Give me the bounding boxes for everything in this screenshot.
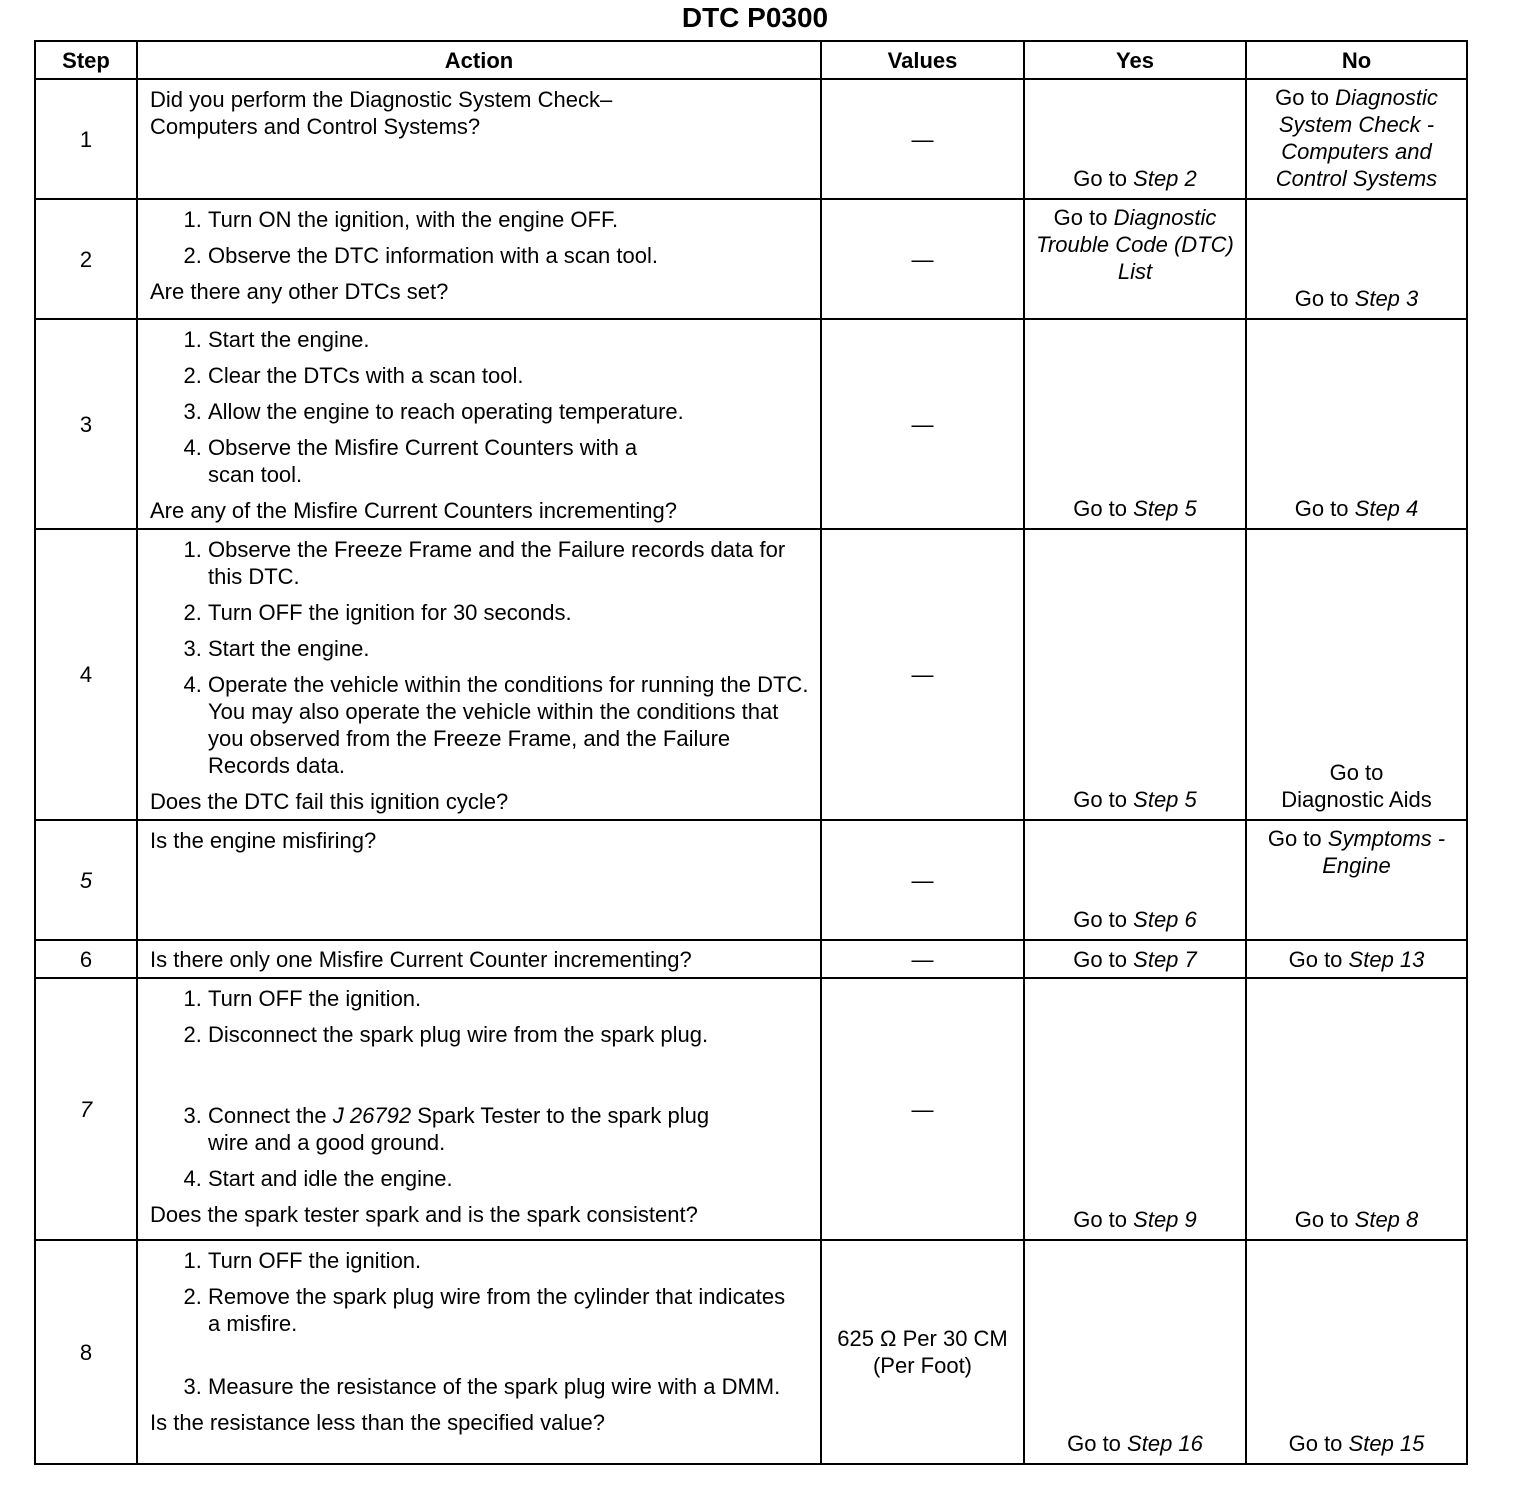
no-cell [1246,79,1467,199]
header-yes: Yes [1024,41,1246,79]
yes-cell [1024,529,1246,820]
action-item: 4. Operate the vehicle within the conditions for running the DTC. You may also operate the vehicle within the conditions that you observed from the Freeze Frame, and the Failure Records data. [208,671,812,779]
no-prefix: Go to [1329,760,1384,785]
action-list [150,206,812,269]
yes-target-link[interactable]: Step 5 [1133,787,1197,812]
question: Are there any other DTCs set? [150,279,449,304]
yes-target-link[interactable]: Diagnostic Trouble Code (DTC) List [1036,205,1234,284]
table-row-step-3 [35,319,1467,529]
question: Is there only one Misfire Current Counter incrementing? [150,946,692,972]
no-target-link[interactable]: Step 15 [1348,1431,1425,1456]
yes-target-link[interactable]: Step 6 [1133,907,1197,932]
table-row-step-8 [35,1240,1467,1464]
yes-prefix: Go to [1073,496,1128,521]
step-number: 4 [35,529,137,820]
yes-prefix: Go to [1073,1207,1128,1232]
action-cell [137,940,821,978]
action-list [150,326,812,488]
action-item: 1. Observe the Freeze Frame and the Failure records data for this DTC. [208,536,812,590]
action-item: 3. Allow the engine to reach operating temperature. [208,398,732,425]
question: Did you perform the Diagnostic System Check–Computers and Control Systems? [150,87,613,139]
table-row-step-5 [35,820,1467,940]
no-prefix: Go to [1294,1207,1349,1232]
dtc-table [34,40,1468,1465]
tool-continuation: wire and a good ground. [208,1130,446,1155]
question: Is the resistance less than the specified value? [150,1410,605,1435]
header-values: Values [821,41,1024,79]
action-cell [137,319,821,529]
no-prefix: Go to [1294,286,1349,311]
no-prefix: Go to [1294,496,1349,521]
action-cell [137,79,821,199]
no-cell [1246,820,1467,940]
header-step: Step [35,41,137,79]
yes-cell [1024,79,1246,199]
yes-cell [1024,978,1246,1240]
question: Are any of the Misfire Current Counters incrementing? [150,498,678,523]
header-row [35,41,1467,79]
action-list [150,985,812,1192]
yes-target-link[interactable]: Step 9 [1133,1207,1197,1232]
action-cell [137,820,821,940]
action-item: 1. Turn OFF the ignition. [208,985,812,1012]
action-item [208,1102,812,1156]
table-row-step-1 [35,79,1467,199]
action-item: 4. Observe the Misfire Current Counters with a scan tool. [208,434,732,488]
no-target-link[interactable]: Step 4 [1354,496,1419,521]
yes-prefix: Go to [1073,946,1128,972]
yes-cell [1024,319,1246,529]
yes-prefix: Go to [1073,166,1128,191]
action-cell [137,978,821,1240]
action-item: 2. Observe the DTC information with a scan tool. [208,242,812,269]
no-target-link[interactable]: Diagnostic System Check - Computers and Control Systems [1275,85,1438,191]
value-cell: — [821,820,1024,940]
action-list [150,1247,812,1400]
action-item: 1. Turn ON the ignition, with the engine OFF. [208,206,812,233]
no-cell [1246,199,1467,319]
table-row-step-2 [35,199,1467,319]
action-item: 3. Start the engine. [208,635,812,662]
no-prefix: Go to [1288,946,1343,972]
value-cell: — [821,79,1024,199]
value-cell: — [821,199,1024,319]
yes-cell [1024,1240,1246,1464]
question: Does the spark tester spark and is the spark consistent? [150,1202,698,1227]
action-list [150,536,812,779]
page-title: DTC P0300 [681,2,829,33]
step-number: 5 [35,820,137,940]
no-cell [1246,978,1467,1240]
action-item: 1. Start the engine. [208,326,732,353]
no-prefix: Go to [1267,826,1322,851]
yes-target-link[interactable]: Step 5 [1133,496,1197,521]
action-item: 1. Turn OFF the ignition. [208,1247,812,1274]
no-target-link[interactable]: Symptoms - Engine [1322,826,1446,878]
value-cell: — [821,940,1024,978]
value-cell: — [821,978,1024,1240]
step-number: 1 [35,79,137,199]
header-action: Action [137,41,821,79]
no-prefix: Go to [1275,85,1329,110]
action-item: 4. Start and idle the engine. [208,1165,812,1192]
step-number: 3 [35,319,137,529]
no-target-link[interactable]: Step 3 [1354,286,1419,311]
no-cell [1246,529,1467,820]
action-cell [137,1240,821,1464]
yes-cell [1024,199,1246,319]
yes-prefix: Go to [1073,907,1128,932]
resistance-unit: (Per Foot) [872,1353,973,1378]
step-number: 6 [35,940,137,978]
no-cell [1246,940,1467,978]
action-item: 2. Clear the DTCs with a scan tool. [208,362,732,389]
step-number: 7 [35,978,137,1240]
no-target-link[interactable]: Diagnostic Aids [1281,787,1432,812]
yes-target-link[interactable]: Step 7 [1133,946,1197,972]
value-cell [821,1240,1024,1464]
action-item: 3. Measure the resistance of the spark plug wire with a DMM. [208,1373,812,1400]
value-cell: — [821,529,1024,820]
yes-cell [1024,820,1246,940]
no-prefix: Go to [1288,1431,1343,1456]
table-row-step-4 [35,529,1467,820]
tool-suffix: Spark Tester to the spark plug [417,1103,710,1128]
step-number: 8 [35,1240,137,1464]
table-row-step-6 [35,940,1467,978]
action-item: 2. Remove the spark plug wire from the cylinder that indicates a misfire. [208,1283,812,1337]
tool-prefix: Connect the [208,1103,327,1128]
no-target-link[interactable]: Step 13 [1348,946,1425,972]
action-item: 2. Disconnect the spark plug wire from the spark plug. [208,1021,812,1048]
no-cell [1246,319,1467,529]
header-no: No [1246,41,1467,79]
no-target-link[interactable]: Step 8 [1354,1207,1419,1232]
yes-target-link[interactable]: Step 2 [1133,166,1197,191]
yes-prefix: Go to [1053,205,1108,230]
table-row-step-7 [35,978,1467,1240]
yes-prefix: Go to [1073,787,1128,812]
question: Does the DTC fail this ignition cycle? [150,789,509,814]
action-item: 2. Turn OFF the ignition for 30 seconds. [208,599,812,626]
question: Is the engine misfiring? [150,828,377,853]
yes-prefix: Go to [1067,1431,1121,1456]
action-cell [137,199,821,319]
resistance-spec: 625 Ω Per 30 CM [837,1326,1008,1351]
yes-cell [1024,940,1246,978]
step-number: 2 [35,199,137,319]
action-cell [137,529,821,820]
yes-target-link[interactable]: Step 16 [1127,1431,1203,1456]
value-cell: — [821,319,1024,529]
tool-name: J 26792 [332,1103,412,1128]
no-cell [1246,1240,1467,1464]
